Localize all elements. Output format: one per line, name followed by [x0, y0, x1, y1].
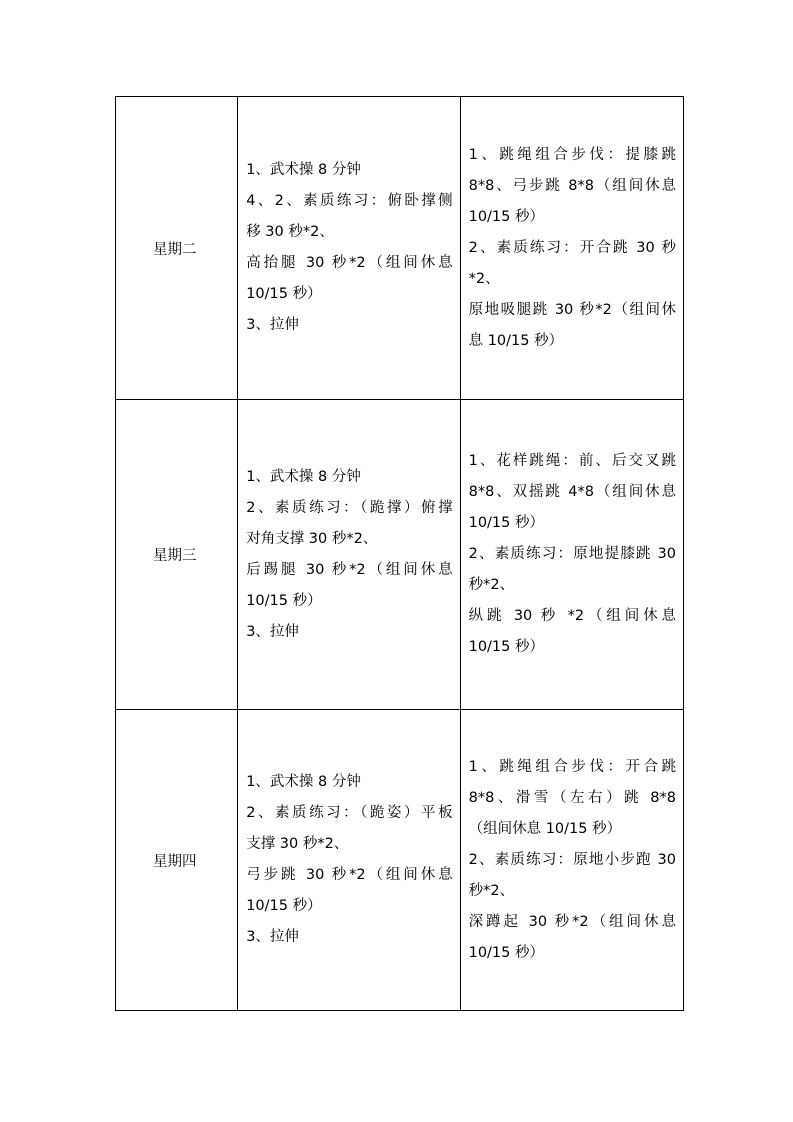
table-row [116, 97, 684, 400]
text-line: 3、拉伸 [246, 317, 299, 333]
text-line: 2、素质练习：原地提膝跳 30 [468, 546, 676, 562]
table-row [116, 400, 684, 710]
text-line: 深蹲起 30 秒*2（组间休息 [468, 913, 676, 930]
text-line: 10/15 秒） [246, 286, 322, 302]
text-line: 高抬腿 30 秒*2（组间休息 [246, 255, 453, 271]
text-line: 10/15 秒） [468, 944, 544, 961]
text-line: 3、拉伸 [246, 623, 299, 640]
exercise-cell-a [238, 97, 460, 400]
text-line: 支撑 30 秒*2、 [246, 836, 349, 852]
text-line: *2、 [468, 270, 500, 287]
text-line: 10/15 秒） [246, 592, 322, 609]
text-line: 息 10/15 秒） [468, 332, 564, 349]
text-line: 后踢腿 30 秒*2（组间休息 [246, 561, 453, 578]
exercise-cell-a [238, 710, 460, 1011]
day-label: 星期二 [116, 97, 238, 400]
text-line: 原地吸腿跳 30 秒*2（组间休 [468, 301, 676, 318]
text-line: 秒*2、 [468, 882, 515, 899]
text-line: 2、素质练习：（跪姿）平板 [246, 805, 453, 821]
text-line: 3、拉伸 [246, 929, 299, 945]
text-line: 对角支撑 30 秒*2、 [246, 530, 378, 547]
text-line: 1、武术操 8 分钟 [246, 774, 361, 790]
text-line: 弓步跳 30 秒*2（组间休息 [246, 867, 453, 883]
text-line: 10/15 秒） [246, 898, 322, 914]
day-label: 星期三 [116, 400, 238, 710]
day-label: 星期四 [116, 710, 238, 1011]
text-line: （组间休息 10/15 秒） [468, 820, 622, 837]
text-line: 1、武术操 8 分钟 [246, 468, 361, 485]
text-line: 4、2、素质练习：俯卧撑侧 [246, 193, 453, 209]
text-line: 移 30 秒*2、 [246, 224, 334, 240]
text-line: 纵跳 30 秒 *2（组间休息 [468, 608, 676, 624]
text-line: 10/15 秒） [468, 208, 544, 225]
text-line: 1、武术操 8 分钟 [246, 162, 361, 178]
text-line: 1、跳绳组合步伐：开合跳 [468, 758, 676, 775]
text-line: 8*8、滑雪（左右）跳 8*8 [468, 789, 676, 806]
text-line: 8*8、弓步跳 8*8（组间休息 [468, 177, 676, 194]
text-line: 1、花样跳绳：前、后交叉跳 [468, 453, 676, 469]
exercise-cell-b [460, 710, 683, 1011]
exercise-cell-b [460, 97, 683, 400]
text-line: 2、素质练习：（跪撑）俯撑 [246, 499, 453, 516]
text-line: 2、素质练习：原地小步跑 30 [468, 851, 676, 868]
table-row [116, 710, 684, 1011]
training-schedule-table [115, 96, 684, 1011]
text-line: 秒*2、 [468, 577, 515, 593]
text-line: 2、素质练习：开合跳 30 秒 [468, 239, 676, 256]
text-line: 10/15 秒） [468, 515, 544, 531]
exercise-cell-b [460, 400, 683, 710]
exercise-cell-a [238, 400, 460, 710]
text-line: 10/15 秒） [468, 639, 544, 655]
text-line: 8*8、双摇跳 4*8（组间休息 [468, 484, 676, 500]
text-line: 1、跳绳组合步伐：提膝跳 [468, 146, 676, 163]
